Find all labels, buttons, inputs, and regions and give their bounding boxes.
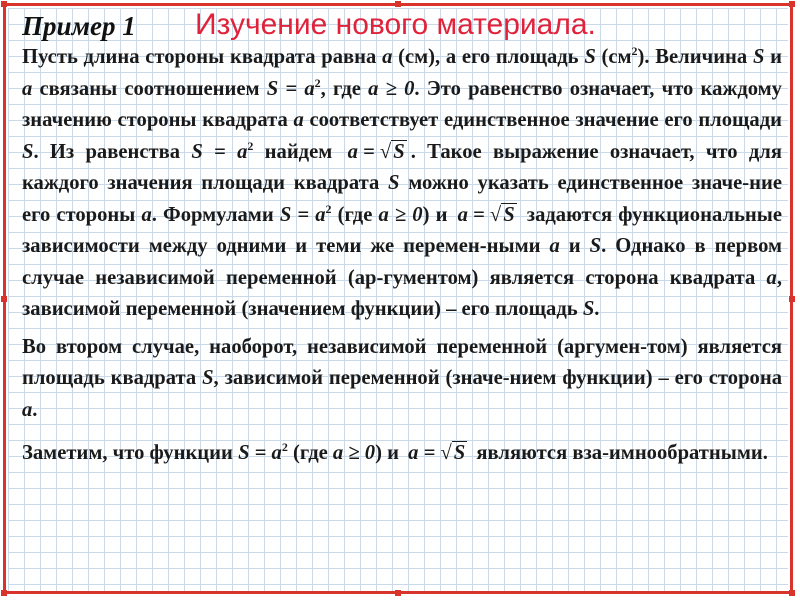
formula-a-eq-sqrt-s: a = √S	[347, 140, 405, 163]
formula-s-eq-a2: S = a	[266, 77, 315, 100]
sqrt-icon: √	[379, 140, 392, 163]
resize-handle-l[interactable]	[1, 296, 7, 302]
resize-handle-br[interactable]	[789, 590, 795, 596]
resize-handle-tl[interactable]	[1, 1, 7, 7]
resize-handle-r[interactable]	[789, 296, 795, 302]
topic-title: Изучение нового материала.	[195, 8, 596, 41]
resize-handle-b[interactable]	[395, 590, 401, 596]
emphasis-term: вза-имнообратными	[572, 442, 763, 464]
paragraph-1: Пусть длина стороны квадрата равна a (см), а его площадь S $(см^2)$. Величина S и a связаны соотношением $S = a^2$, где a ≥ 0. Это равенство означает, что каждому значению стороны квадрата a соответствует единственное значение его площади S. Из равенства $S = a^2$ найдем a = √S . Такое выражение означает, что для каждого значения площади квадрата S можно указать единственное значе-ние его стороны a. Формулами $S = a^2$ (где a ≥ 0) и a = √S задаются функциональные зависимости между одними и теми же перемен-ными a и S. Однако в первом случае независимой переменной (ар-гументом) является сторона квадрата a, зависимой переменной (значением функции) – его площадь S.	[22, 44, 783, 320]
sqrt-icon: √	[489, 203, 502, 226]
body-text	[22, 42, 782, 470]
heading	[22, 6, 136, 46]
paragraph-2: Во втором случае, наоборот, независимой переменной (аргумен-том) является площадь квадрата S, зависимой переменной (значе-нием функции) – его сторона a.	[22, 335, 782, 421]
resize-handle-bl[interactable]	[1, 590, 7, 596]
sqrt-icon: √	[440, 442, 452, 464]
resize-handle-t[interactable]	[395, 1, 401, 7]
resize-handle-tr[interactable]	[789, 1, 795, 7]
paragraph-3: Заметим, что функции $S = a^2$ (где a ≥ 0) и a = √S являются вза-имнообратными.	[22, 440, 768, 464]
example-label: Пример 1	[22, 10, 136, 41]
